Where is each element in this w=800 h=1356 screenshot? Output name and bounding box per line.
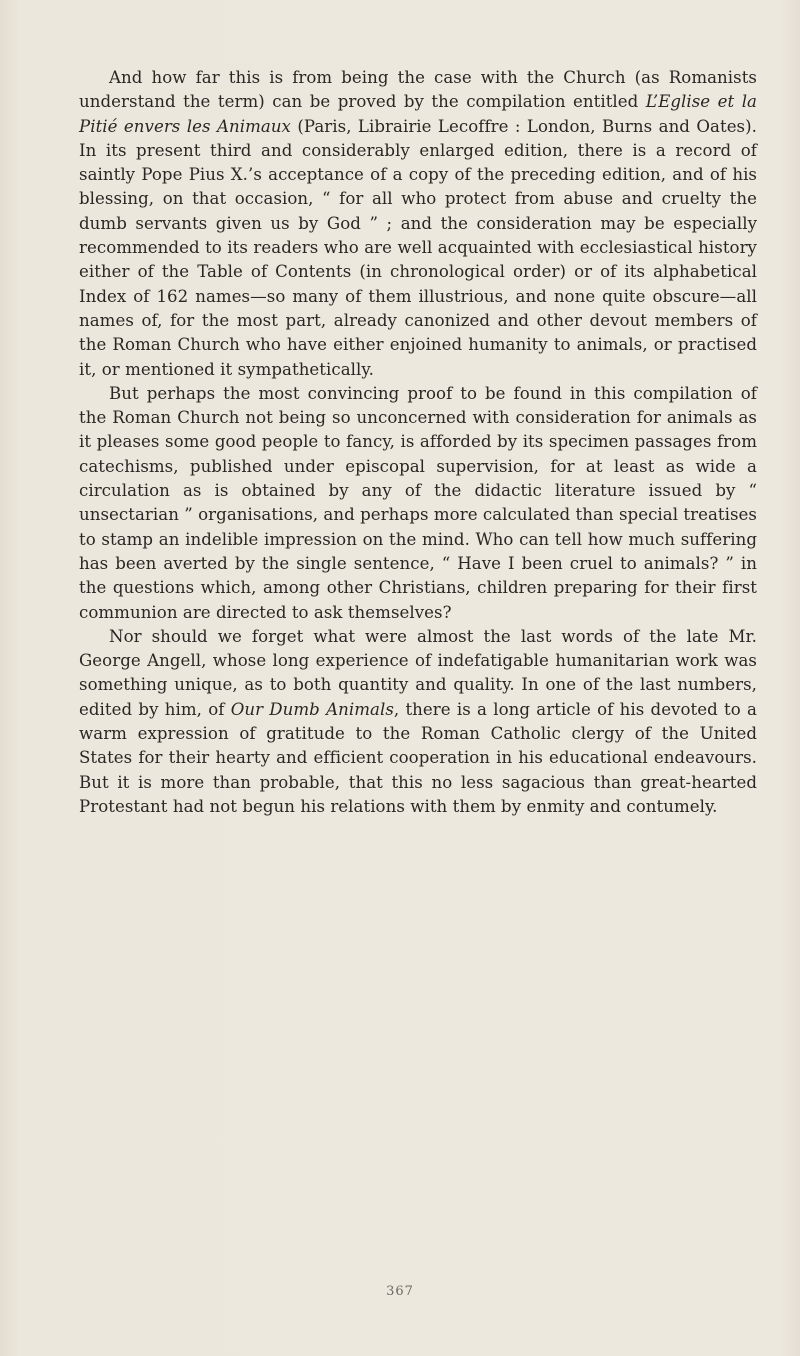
- paragraph-2: [79, 382, 757, 625]
- text-run: And how far this is from being the case with the Church (as Romanists understand the term) can be proved by the compilation entitled: [79, 68, 757, 112]
- text-run: But perhaps the most convincing proof to be found in this compilation of the Roman Church not being so unconcerned with consideration for animals as it pleases some good people to fancy, is afforded by its specimen passages from catechisms, published under episcopal supervision, for at least as wide a circulation as is obtained by any of the didactic literature issued by “ unsectarian ” organisations, and perhaps more calculated than special treatises to stamp an indelible impression on the mind. Who can tell how much suffering has been averted by the single sentence, “ Have I been cruel to animals? ” in the questions which, among other Christians, children preparing for their first communion are directed to ask themselves?: [79, 383, 757, 622]
- text-run: , there is a long article of his devoted to a warm expression of gratitude to the Roman Catholic clergy of the United States for their hearty and efficient cooperation in his educational endeavours. But it is more than probable, that this no less sagacious than great-hearted Protestant had not begun his relations with them by enmity and contumely.: [79, 699, 757, 816]
- page-number: 367: [386, 1284, 414, 1299]
- text-run: Nor should we forget what were almost the last words of the late Mr. George Angell, whose long experience of indefatigable humanitarian work was something unique, as to both quantity and quality. In one of the last numbers, edited by him, of: [79, 626, 757, 719]
- italic-title: Our Dumb Animals: [230, 699, 394, 719]
- paragraph-3: [79, 625, 757, 819]
- body-text: [79, 66, 757, 819]
- paragraph-1: [79, 66, 757, 382]
- italic-title: L’Eglise et la Pitié envers les Animaux: [79, 92, 757, 136]
- text-run: (Paris, Librairie Lecoffre : London, Burns and Oates). In its present third and considerably enlarged edition, there is a record of saintly Pope Pius X.’s acceptance of a copy of the preceding edition, and of his blessing, on that occasion, “ for all who protect from abuse and cruelty the dumb servants given us by God ” ; and the consideration may be especially recommended to its readers who are well acquainted with ecclesiastical history either of the Table of Contents (in chronological order) or of its alphabetical Index of 162 names—so many of them illustrious, and none quite obscure—all names of, for the most part, already canonized and other devout members of the Roman Church who have either enjoined humanity to animals, or practised it, or mentioned it sympathetically.: [79, 116, 757, 379]
